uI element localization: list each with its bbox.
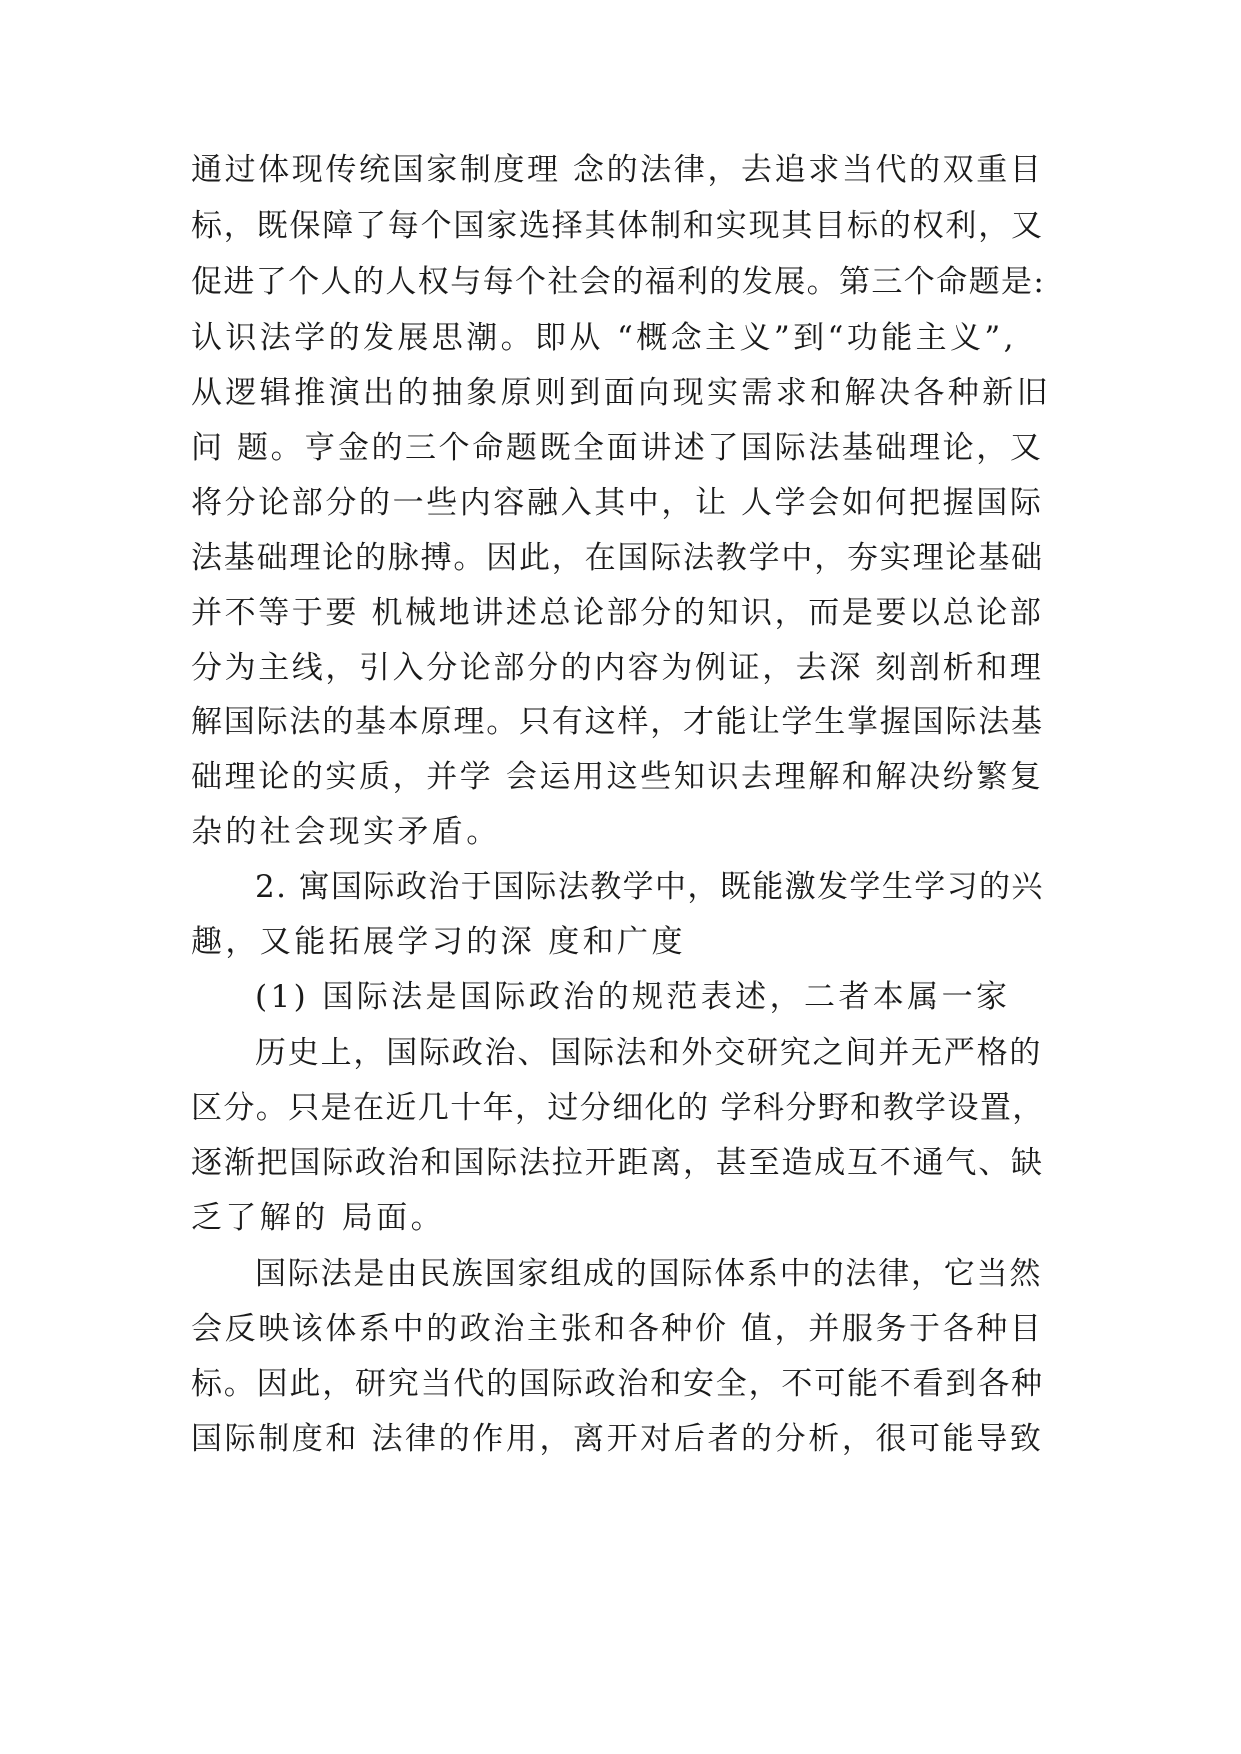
text-line: 分为主线，引入分论部分的内容为例证，去深 刻剖析和理 — [191, 650, 1044, 686]
text-line: 并不等于要 机械地讲述总论部分的知识，而是要以总论部 — [191, 595, 1044, 631]
text-line: 历史上，国际政治、国际法和外交研究之间并无严格的 — [255, 1035, 1043, 1071]
text-line: 国际法是由民族国家组成的国际体系中的法律，它当然 — [255, 1256, 1043, 1292]
text-line: 将分论部分的一些内容融入其中，让 人学会如何把握国际 — [191, 485, 1044, 521]
text-line: 逐渐把国际政治和国际法拉开距离，甚至造成互不通气、缺 — [191, 1145, 1044, 1181]
section-heading: 趣，又能拓展学习的深 度和广度 — [191, 924, 686, 960]
text-line: 认识法学的发展思潮。即从 “概念主义”到“功能主义”, — [191, 320, 1017, 356]
text-line: 法基础理论的脉搏。因此，在国际法教学中，夯实理论基础 — [191, 540, 1044, 576]
section-heading: 2. 寓国际政治于国际法教学中，既能激发学生学习的兴 — [255, 869, 1044, 905]
text-line: 标。因此，研究当代的国际政治和安全，不可能不看到各种 — [191, 1366, 1044, 1402]
subsection-heading: (1) 国际法是国际政治的规范表述，二者本属一家 — [255, 979, 1011, 1015]
text-line: 会反映该体系中的政治主张和各种价 值，并服务于各种目 — [191, 1311, 1044, 1347]
text-line: 乏了解的 局面。 — [191, 1200, 446, 1236]
text-line: 标，既保障了每个国家选择其体制和实现其目标的权利，又 — [191, 208, 1044, 244]
text-line: 础理论的实质，并学 会运用这些知识去理解和解决纷繁复 — [191, 759, 1044, 795]
text-line: 国际制度和 法律的作用，离开对后者的分析，很可能导致 — [191, 1421, 1044, 1457]
text-line: 解国际法的基本原理。只有这样，才能让学生掌握国际法基 — [191, 704, 1044, 740]
text-line: 区分。只是在近几十年，过分细化的 学科分野和教学设置， — [191, 1090, 1045, 1126]
text-line: 通过体现传统国家制度理 念的法律，去追求当代的双重目 — [191, 152, 1044, 188]
text-line: 杂的社会现实矛盾。 — [191, 814, 501, 850]
text-line: 从逻辑推演出的抽象原则到面向现实需求和解决各种新旧 — [191, 375, 1051, 411]
text-line: 促进了个人的人权与每个社会的福利的发展。第三个命题是: — [191, 264, 1046, 300]
text-line: 问 题。亨金的三个命题既全面讲述了国际法基础理论，又 — [191, 430, 1044, 466]
